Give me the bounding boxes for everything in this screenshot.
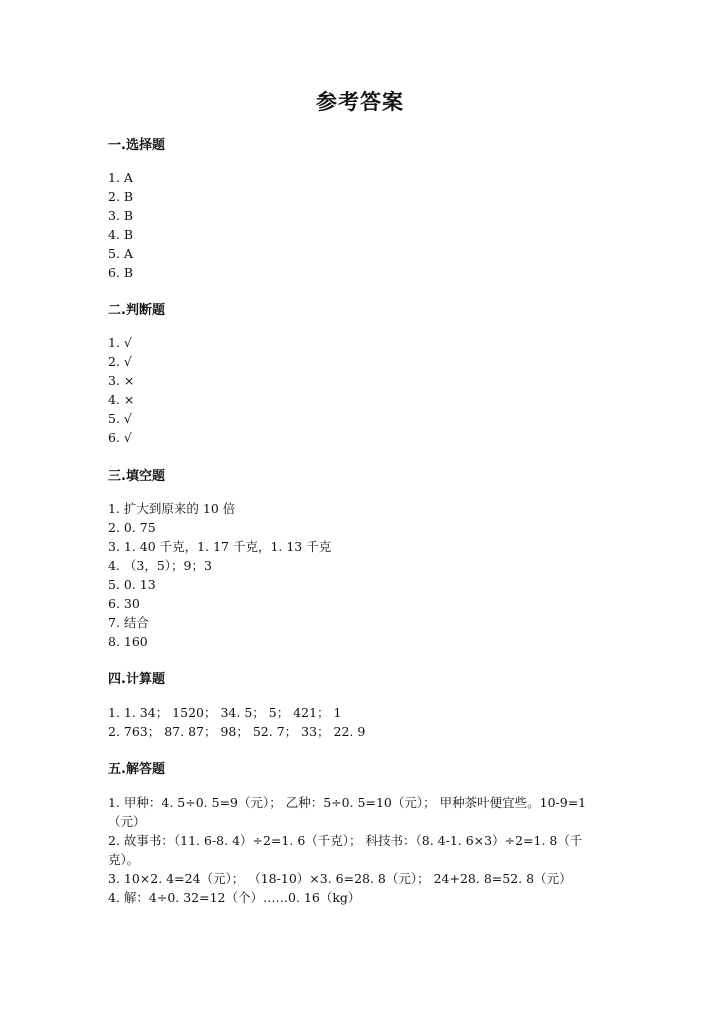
page-title: 参考答案 <box>316 89 404 114</box>
section-heading-choice: 一.选择题 <box>108 138 165 153</box>
problem-answer-4: 4. 解：4÷0. 32=12（个）……0. 16（kg） <box>108 890 361 905</box>
section-heading-word-problems: 五.解答题 <box>108 762 165 777</box>
judgement-answer-2: 2. √ <box>108 354 132 369</box>
choice-answer-6: 6. B <box>108 265 134 280</box>
judgement-answer-6: 6. √ <box>108 430 132 445</box>
fill-answer-8: 8. 160 <box>108 634 148 649</box>
choice-answer-3: 3. B <box>108 208 134 223</box>
section-heading-judgement: 二.判断题 <box>108 303 165 318</box>
fill-answer-5: 5. 0. 13 <box>108 577 156 592</box>
section-heading-fill-blank: 三.填空题 <box>108 469 165 484</box>
fill-answer-7: 7. 结合 <box>108 615 149 630</box>
judgement-answer-3: 3. × <box>108 373 135 388</box>
judgement-answer-4: 4. × <box>108 392 135 407</box>
choice-answer-2: 2. B <box>108 189 134 204</box>
section-heading-calculation: 四.计算题 <box>108 672 165 687</box>
fill-answer-6: 6. 30 <box>108 596 140 611</box>
fill-answer-3: 3. 1. 40 千克，1. 17 千克，1. 13 千克 <box>108 539 332 554</box>
fill-answer-4: 4. （3，5）；9；3 <box>108 558 212 573</box>
problem-answer-1: 1. 甲种：4. 5÷0. 5=9（元）； 乙种：5÷0. 5=10（元）； 甲种茶叶便宜些。10-9=1（元） <box>108 795 587 829</box>
problem-answer-3: 3. 10×2. 4=24（元）； （18-10）×3. 6=28. 8（元）； 24+28. 8=52. 8（元） <box>108 871 572 886</box>
problem-answer-2: 2. 故事书：（11. 6-8. 4）÷2=1. 6（千克）； 科技书：（8. 4-1. 6×3）÷2=1. 8（千克）。 <box>108 833 583 867</box>
choice-answer-4: 4. B <box>108 227 134 242</box>
judgement-answer-5: 5. √ <box>108 411 132 426</box>
calc-answer-1: 1. 1. 34； 1520； 34. 5； 5； 421； 1 <box>108 705 342 720</box>
choice-answer-5: 5. A <box>108 246 133 261</box>
fill-answer-2: 2. 0. 75 <box>108 520 156 535</box>
judgement-answer-1: 1. √ <box>108 335 132 350</box>
calc-answer-2: 2. 763； 87. 87； 98； 52. 7； 33； 22. 9 <box>108 724 366 739</box>
choice-answer-1: 1. A <box>108 170 133 185</box>
fill-answer-1: 1. 扩大到原来的 10 倍 <box>108 501 236 516</box>
